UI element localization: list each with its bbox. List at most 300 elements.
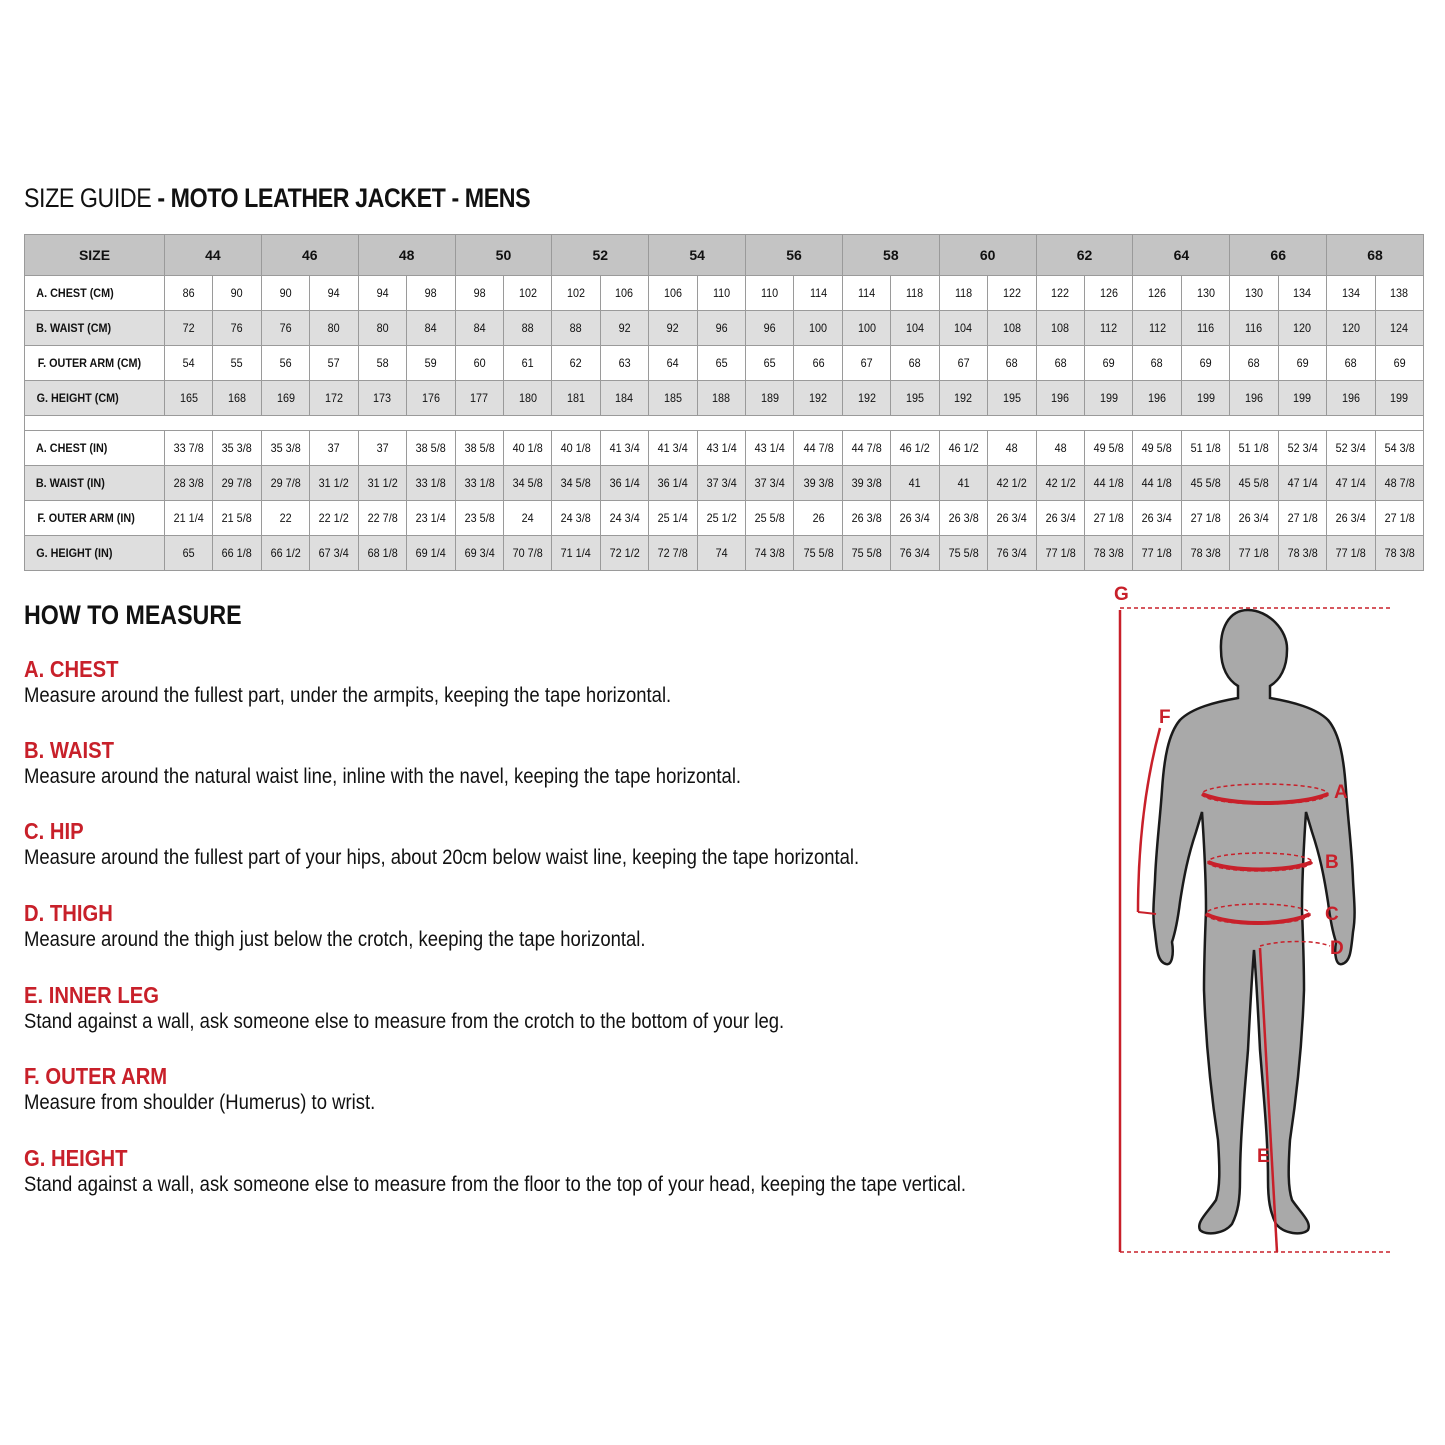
table-cell (697, 311, 745, 346)
table-cell (1230, 311, 1278, 346)
row-label (25, 536, 165, 571)
table-cell (988, 346, 1036, 381)
cell-value: 49 5/8 (1093, 441, 1124, 455)
table-cell (455, 276, 503, 311)
cell-value: 68 1/8 (367, 546, 398, 560)
table-cell (407, 276, 455, 311)
table-cell (213, 431, 261, 466)
size-header-cell: 60 (939, 235, 1036, 276)
cell-value: 25 1/2 (706, 511, 737, 525)
table-cell (794, 431, 842, 466)
cell-value: 120 (1293, 321, 1312, 335)
cell-value: 94 (327, 286, 340, 300)
table-cell (503, 431, 551, 466)
cell-value: 192 (809, 391, 828, 405)
measure-item (24, 982, 888, 1034)
cell-value: 65 (715, 356, 728, 370)
cell-value: 26 3/4 (996, 511, 1027, 525)
table-cell (455, 501, 503, 536)
cell-value: 27 1/8 (1190, 511, 1221, 525)
cell-value: 27 1/8 (1287, 511, 1318, 525)
measure-description: Measure from shoulder (Humerus) to wrist. (24, 1091, 376, 1114)
table-cell (988, 311, 1036, 346)
table-cell (1278, 536, 1326, 571)
cell-value: 74 (715, 546, 728, 560)
table-cell (1278, 311, 1326, 346)
cell-value: 112 (1148, 321, 1166, 335)
table-cell (649, 311, 697, 346)
table-cell (1085, 536, 1133, 571)
cell-value: 199 (1293, 391, 1312, 405)
cell-value: 69 (1296, 356, 1309, 370)
table-cell (1375, 466, 1423, 501)
table-cell (891, 466, 939, 501)
cell-value: 33 1/8 (464, 476, 495, 490)
table-spacer-row (25, 416, 1424, 431)
cell-value: 75 5/8 (803, 546, 834, 560)
table-cell (891, 311, 939, 346)
table-cell (891, 536, 939, 571)
cell-value: 23 5/8 (464, 511, 495, 525)
measure-heading: A. CHEST (24, 656, 119, 682)
table-cell (988, 501, 1036, 536)
table-cell (1375, 276, 1423, 311)
table-cell (310, 276, 358, 311)
cell-value: 116 (1196, 321, 1215, 335)
cell-value: 100 (857, 321, 876, 335)
cell-value: 90 (231, 286, 244, 300)
cell-value: 48 (1005, 441, 1018, 455)
cell-value: 40 1/8 (561, 441, 592, 455)
cell-value: 130 (1244, 286, 1263, 300)
cell-value: 35 3/8 (270, 441, 301, 455)
cell-value: 76 3/4 (996, 546, 1027, 560)
table-cell (1133, 276, 1181, 311)
table-cell (794, 346, 842, 381)
cell-value: 51 1/8 (1190, 441, 1221, 455)
spacer-cell (25, 416, 1424, 431)
measure-heading: B. WAIST (24, 737, 114, 763)
cell-value: 44 7/8 (851, 441, 882, 455)
table-cell (746, 501, 794, 536)
table-cell (1036, 501, 1084, 536)
measure-heading: F. OUTER ARM (24, 1063, 168, 1089)
table-cell (746, 276, 794, 311)
table-cell (1230, 431, 1278, 466)
cell-value: 55 (231, 356, 244, 370)
cell-value: 52 3/4 (1335, 441, 1366, 455)
table-cell (1230, 536, 1278, 571)
cell-value: 22 (279, 511, 292, 525)
table-cell (165, 381, 213, 416)
row-label (25, 501, 165, 536)
table-cell (1085, 381, 1133, 416)
table-cell (1181, 501, 1229, 536)
cell-value: 80 (327, 321, 340, 335)
table-cell (649, 346, 697, 381)
table-cell (746, 311, 794, 346)
table-cell (1327, 381, 1375, 416)
table-cell (165, 501, 213, 536)
cell-value: 44 7/8 (803, 441, 834, 455)
table-cell (649, 431, 697, 466)
table-cell (1327, 466, 1375, 501)
cell-value: 76 3/4 (900, 546, 931, 560)
cell-value: 59 (424, 356, 437, 370)
table-cell (891, 431, 939, 466)
table-cell (1278, 501, 1326, 536)
size-header-cell: 50 (455, 235, 552, 276)
table-cell (746, 466, 794, 501)
table-cell (1133, 431, 1181, 466)
table-row (25, 431, 1424, 466)
cell-value: 34 5/8 (561, 476, 592, 490)
cell-value: 58 (376, 356, 389, 370)
cell-value: 189 (760, 391, 779, 405)
table-cell (939, 311, 987, 346)
table-cell (455, 311, 503, 346)
table-cell (1278, 431, 1326, 466)
table-cell (842, 311, 890, 346)
cell-value: 104 (906, 321, 925, 335)
table-cell (261, 311, 309, 346)
cell-value: 38 5/8 (415, 441, 446, 455)
cell-value: 199 (1390, 391, 1409, 405)
table-cell (213, 501, 261, 536)
cell-value: 29 7/8 (222, 476, 253, 490)
size-chart-table (24, 234, 1424, 571)
table-cell (552, 311, 600, 346)
table-cell (1133, 466, 1181, 501)
cell-value: 80 (376, 321, 389, 335)
row-label-text: B. WAIST (IN) (35, 476, 105, 490)
table-cell (842, 501, 890, 536)
cell-value: 22 1/2 (318, 511, 349, 525)
table-cell (988, 466, 1036, 501)
table-cell (1036, 381, 1084, 416)
cell-value: 37 3/4 (706, 476, 737, 490)
cell-value: 106 (663, 286, 682, 300)
table-cell (746, 381, 794, 416)
table-cell (1133, 311, 1181, 346)
cell-value: 49 5/8 (1142, 441, 1173, 455)
cell-value: 22 7/8 (367, 511, 398, 525)
cell-value: 39 3/8 (803, 476, 834, 490)
cell-value: 165 (179, 391, 198, 405)
table-cell (649, 536, 697, 571)
table-cell (1278, 466, 1326, 501)
table-cell (697, 536, 745, 571)
cell-value: 42 1/2 (1045, 476, 1076, 490)
measure-item (24, 737, 839, 789)
cell-value: 196 (1148, 391, 1167, 405)
table-cell (939, 276, 987, 311)
cell-value: 25 1/4 (657, 511, 688, 525)
table-cell (1036, 346, 1084, 381)
table-cell (1181, 431, 1229, 466)
table-cell (649, 276, 697, 311)
table-cell (213, 311, 261, 346)
cell-value: 90 (279, 286, 292, 300)
size-header-cell: 52 (552, 235, 649, 276)
table-cell (939, 346, 987, 381)
body-measurement-figure (1100, 580, 1400, 1270)
table-row (25, 381, 1424, 416)
table-cell (552, 346, 600, 381)
cell-value: 96 (715, 321, 728, 335)
table-cell (939, 466, 987, 501)
cell-value: 78 3/8 (1190, 546, 1221, 560)
table-cell (600, 381, 648, 416)
table-cell (407, 381, 455, 416)
table-cell (1085, 466, 1133, 501)
measure-item (24, 656, 759, 708)
table-cell (503, 536, 551, 571)
cell-value: 52 3/4 (1287, 441, 1318, 455)
cell-value: 120 (1341, 321, 1360, 335)
cell-value: 176 (421, 391, 440, 405)
table-cell (261, 536, 309, 571)
table-cell (1375, 381, 1423, 416)
cell-value: 21 5/8 (222, 511, 253, 525)
cell-value: 31 1/2 (367, 476, 398, 490)
cell-value: 37 3/4 (754, 476, 785, 490)
cell-value: 75 5/8 (948, 546, 979, 560)
table-cell (455, 346, 503, 381)
cell-value: 69 (1102, 356, 1115, 370)
table-cell (988, 431, 1036, 466)
cell-value: 35 3/8 (222, 441, 253, 455)
cell-value: 76 (231, 321, 244, 335)
cell-value: 25 5/8 (754, 511, 785, 525)
table-cell (358, 346, 406, 381)
cell-value: 180 (518, 391, 537, 405)
cell-value: 63 (618, 356, 631, 370)
table-cell (939, 501, 987, 536)
table-cell (939, 381, 987, 416)
table-cell (1181, 311, 1229, 346)
measure-heading: G. HEIGHT (24, 1145, 128, 1171)
marker-d: D (1330, 938, 1344, 959)
table-cell (649, 466, 697, 501)
cell-value: 126 (1099, 286, 1118, 300)
cell-value: 40 1/8 (512, 441, 543, 455)
cell-value: 77 1/8 (1142, 546, 1173, 560)
table-cell (407, 346, 455, 381)
table-cell (310, 311, 358, 346)
cell-value: 41 3/4 (609, 441, 640, 455)
size-header-cell: 58 (842, 235, 939, 276)
cell-value: 94 (376, 286, 389, 300)
cell-value: 196 (1051, 391, 1070, 405)
table-cell (407, 466, 455, 501)
row-label (25, 311, 165, 346)
cell-value: 192 (954, 391, 973, 405)
cell-value: 68 (909, 356, 922, 370)
cell-value: 169 (276, 391, 295, 405)
cell-value: 116 (1245, 321, 1263, 335)
marker-b: B (1325, 852, 1339, 873)
cell-value: 29 7/8 (270, 476, 301, 490)
cell-value: 199 (1196, 391, 1215, 405)
cell-value: 138 (1390, 286, 1409, 300)
cell-value: 112 (1100, 321, 1118, 335)
marker-e: E (1257, 1146, 1270, 1167)
table-cell (213, 536, 261, 571)
cell-value: 68 (1344, 356, 1357, 370)
cell-value: 31 1/2 (318, 476, 349, 490)
table-cell (261, 431, 309, 466)
table-cell (1181, 346, 1229, 381)
table-cell (1327, 276, 1375, 311)
table-cell (1036, 311, 1084, 346)
row-label-text: G. HEIGHT (IN) (36, 546, 113, 560)
cell-value: 33 7/8 (173, 441, 204, 455)
table-cell (1181, 381, 1229, 416)
row-label (25, 381, 165, 416)
cell-value: 24 3/8 (561, 511, 592, 525)
cell-value: 108 (1002, 321, 1021, 335)
table-cell (794, 501, 842, 536)
table-cell (1085, 276, 1133, 311)
row-label-text: G. HEIGHT (CM) (36, 391, 119, 405)
cell-value: 68 (1054, 356, 1067, 370)
cell-value: 92 (618, 321, 631, 335)
table-cell (213, 466, 261, 501)
table-cell (1036, 536, 1084, 571)
table-header-row (25, 235, 1424, 276)
cell-value: 196 (1341, 391, 1360, 405)
table-cell (503, 311, 551, 346)
table-cell (1230, 346, 1278, 381)
page-title (24, 183, 530, 214)
cell-value: 69 1/4 (415, 546, 446, 560)
cell-value: 26 (812, 511, 825, 525)
table-row (25, 466, 1424, 501)
table-cell (842, 431, 890, 466)
table-cell (165, 536, 213, 571)
cell-value: 184 (615, 391, 634, 405)
cell-value: 77 1/8 (1045, 546, 1076, 560)
table-cell (649, 501, 697, 536)
cell-value: 84 (473, 321, 486, 335)
cell-value: 26 3/4 (900, 511, 931, 525)
table-cell (552, 536, 600, 571)
table-cell (891, 346, 939, 381)
table-cell (988, 536, 1036, 571)
table-cell (1278, 346, 1326, 381)
table-cell (697, 431, 745, 466)
table-cell (1181, 276, 1229, 311)
table-cell (1327, 501, 1375, 536)
cell-value: 43 1/4 (706, 441, 737, 455)
cell-value: 96 (763, 321, 776, 335)
row-label-text: F. OUTER ARM (IN) (37, 511, 135, 525)
table-cell (1230, 501, 1278, 536)
cell-value: 102 (518, 286, 537, 300)
measure-heading: C. HIP (24, 818, 84, 844)
cell-value: 67 (957, 356, 970, 370)
cell-value: 104 (954, 321, 973, 335)
table-cell (1036, 466, 1084, 501)
row-label-text: A. CHEST (CM) (36, 286, 114, 300)
row-label-text: A. CHEST (IN) (35, 441, 108, 455)
table-cell (503, 276, 551, 311)
marker-a: A (1334, 782, 1348, 803)
cell-value: 33 1/8 (415, 476, 446, 490)
cell-value: 47 1/4 (1335, 476, 1366, 490)
cell-value: 28 3/8 (173, 476, 204, 490)
row-label (25, 466, 165, 501)
cell-value: 65 (763, 356, 776, 370)
cell-value: 61 (521, 356, 534, 370)
table-cell (552, 276, 600, 311)
table-cell (261, 276, 309, 311)
table-cell (600, 431, 648, 466)
measure-item (24, 818, 973, 870)
cell-value: 45 5/8 (1238, 476, 1270, 490)
table-cell (1230, 466, 1278, 501)
table-cell (1181, 536, 1229, 571)
table-cell (213, 346, 261, 381)
table-cell (746, 346, 794, 381)
table-cell (600, 536, 648, 571)
table-cell (1036, 431, 1084, 466)
cell-value: 199 (1099, 391, 1118, 405)
table-cell (165, 311, 213, 346)
measure-description: Measure around the fullest part, under the armpits, keeping the tape horizontal. (24, 684, 672, 707)
table-cell (1085, 431, 1133, 466)
cell-value: 54 3/8 (1384, 441, 1415, 455)
table-cell (1327, 311, 1375, 346)
table-cell (1133, 346, 1181, 381)
table-cell (407, 501, 455, 536)
table-cell (165, 346, 213, 381)
table-cell (261, 381, 309, 416)
table-cell (310, 381, 358, 416)
cell-value: 69 3/4 (464, 546, 495, 560)
cell-value: 118 (954, 286, 973, 300)
table-row (25, 536, 1424, 571)
table-cell (600, 311, 648, 346)
cell-value: 41 (909, 476, 922, 490)
table-cell (165, 466, 213, 501)
cell-value: 78 3/8 (1384, 546, 1415, 560)
cell-value: 124 (1390, 321, 1409, 335)
cell-value: 114 (809, 286, 827, 300)
cell-value: 39 3/8 (851, 476, 882, 490)
cell-value: 24 3/4 (609, 511, 640, 525)
cell-value: 72 1/2 (609, 546, 640, 560)
table-cell (358, 501, 406, 536)
table-cell (455, 431, 503, 466)
table-cell (213, 381, 261, 416)
cell-value: 88 (521, 321, 534, 335)
table-cell (1181, 466, 1229, 501)
size-header-cell: 66 (1230, 235, 1327, 276)
table-cell (261, 346, 309, 381)
cell-value: 108 (1051, 321, 1070, 335)
table-cell (358, 311, 406, 346)
table-cell (891, 276, 939, 311)
cell-value: 177 (470, 391, 489, 405)
cell-value: 26 3/8 (851, 511, 882, 525)
table-cell (794, 276, 842, 311)
cell-value: 66 (812, 356, 825, 370)
table-cell (165, 431, 213, 466)
cell-value: 34 5/8 (512, 476, 543, 490)
table-cell (1375, 311, 1423, 346)
